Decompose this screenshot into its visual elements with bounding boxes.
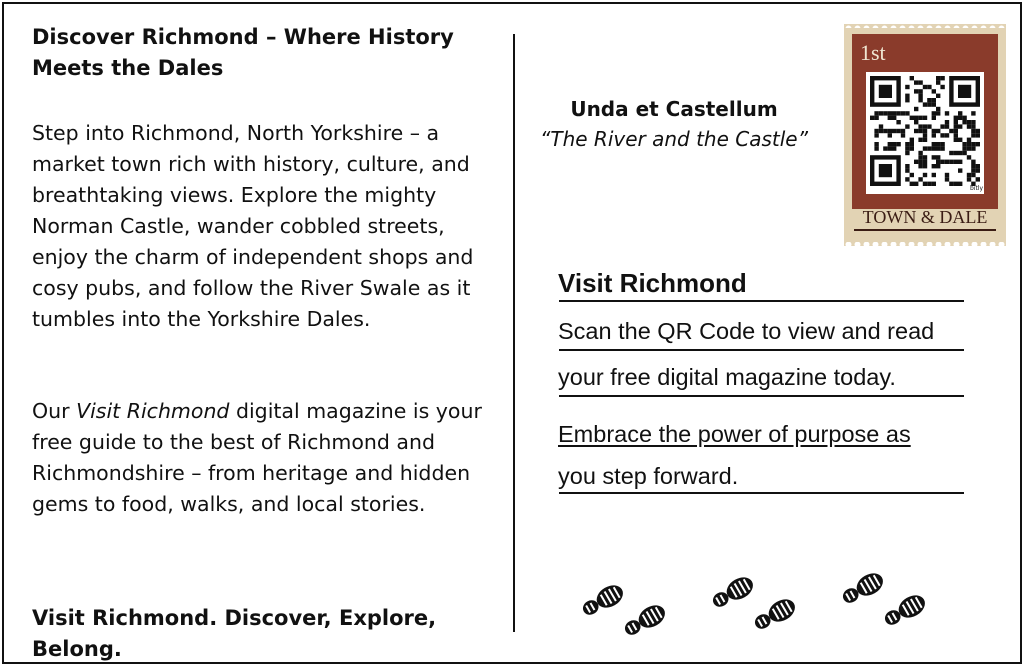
qr-code-icon[interactable] [866, 72, 984, 194]
motto-latin: Unda et Castellum [570, 97, 778, 121]
center-divider [513, 34, 515, 632]
magazine-paragraph-prefix: Our [32, 399, 77, 423]
stamp-perforation-bottom [844, 242, 1006, 246]
address-line-3: Embrace the power of purpose as [558, 421, 911, 447]
qr-credit: bitly [970, 185, 984, 192]
intro-paragraph: Step into Richmond, North Yorkshire – a market town rich with history, culture, and breathtaking views. Explore the mighty Norman Castle, wander cobbled streets, enjoy the charm of independent shops and cosy pubs, and follow the River Swale as it tumbles into the Yorkshire Dales. [32, 121, 474, 331]
address-rule-4 [559, 492, 964, 494]
stamp-denomination: 1st [860, 40, 886, 65]
address-rule-2 [559, 349, 964, 351]
postcard-heading: Discover Richmond – Where History Meets the Dales [32, 25, 454, 80]
footprints-icon [574, 569, 944, 649]
closing-tagline: Visit Richmond. Discover, Explore, Belong. [32, 606, 437, 661]
magazine-paragraph [32, 396, 502, 520]
footprint-pair-1 [579, 581, 669, 640]
postcard [2, 2, 1022, 664]
address-title: Visit Richmond [558, 268, 747, 298]
footprint-pair-3 [839, 569, 929, 630]
address-line-1: Scan the QR Code to view and read [558, 318, 935, 344]
address-line-4: you step forward. [558, 463, 739, 489]
address-rule-3 [559, 395, 964, 397]
magazine-paragraph-suffix: digital magazine is your free guide to the best of Richmond and Richmondshire – from heritage and hidden gems to food, walks, and local stories. [32, 399, 482, 516]
motto-translation: “The River and the Castle” [540, 127, 808, 151]
magazine-title: Visit Richmond [76, 399, 230, 423]
message-side [32, 22, 502, 661]
postage-stamp [844, 24, 1006, 246]
address-line-2: your free digital magazine today. [558, 364, 896, 390]
stamp-label-rule [854, 229, 996, 231]
footprint-pair-2 [709, 573, 799, 634]
town-motto [524, 94, 824, 154]
address-rule-1 [559, 300, 964, 302]
stamp-label: TOWN & DALE [862, 207, 988, 227]
stamp-perforation-top [844, 24, 1006, 28]
